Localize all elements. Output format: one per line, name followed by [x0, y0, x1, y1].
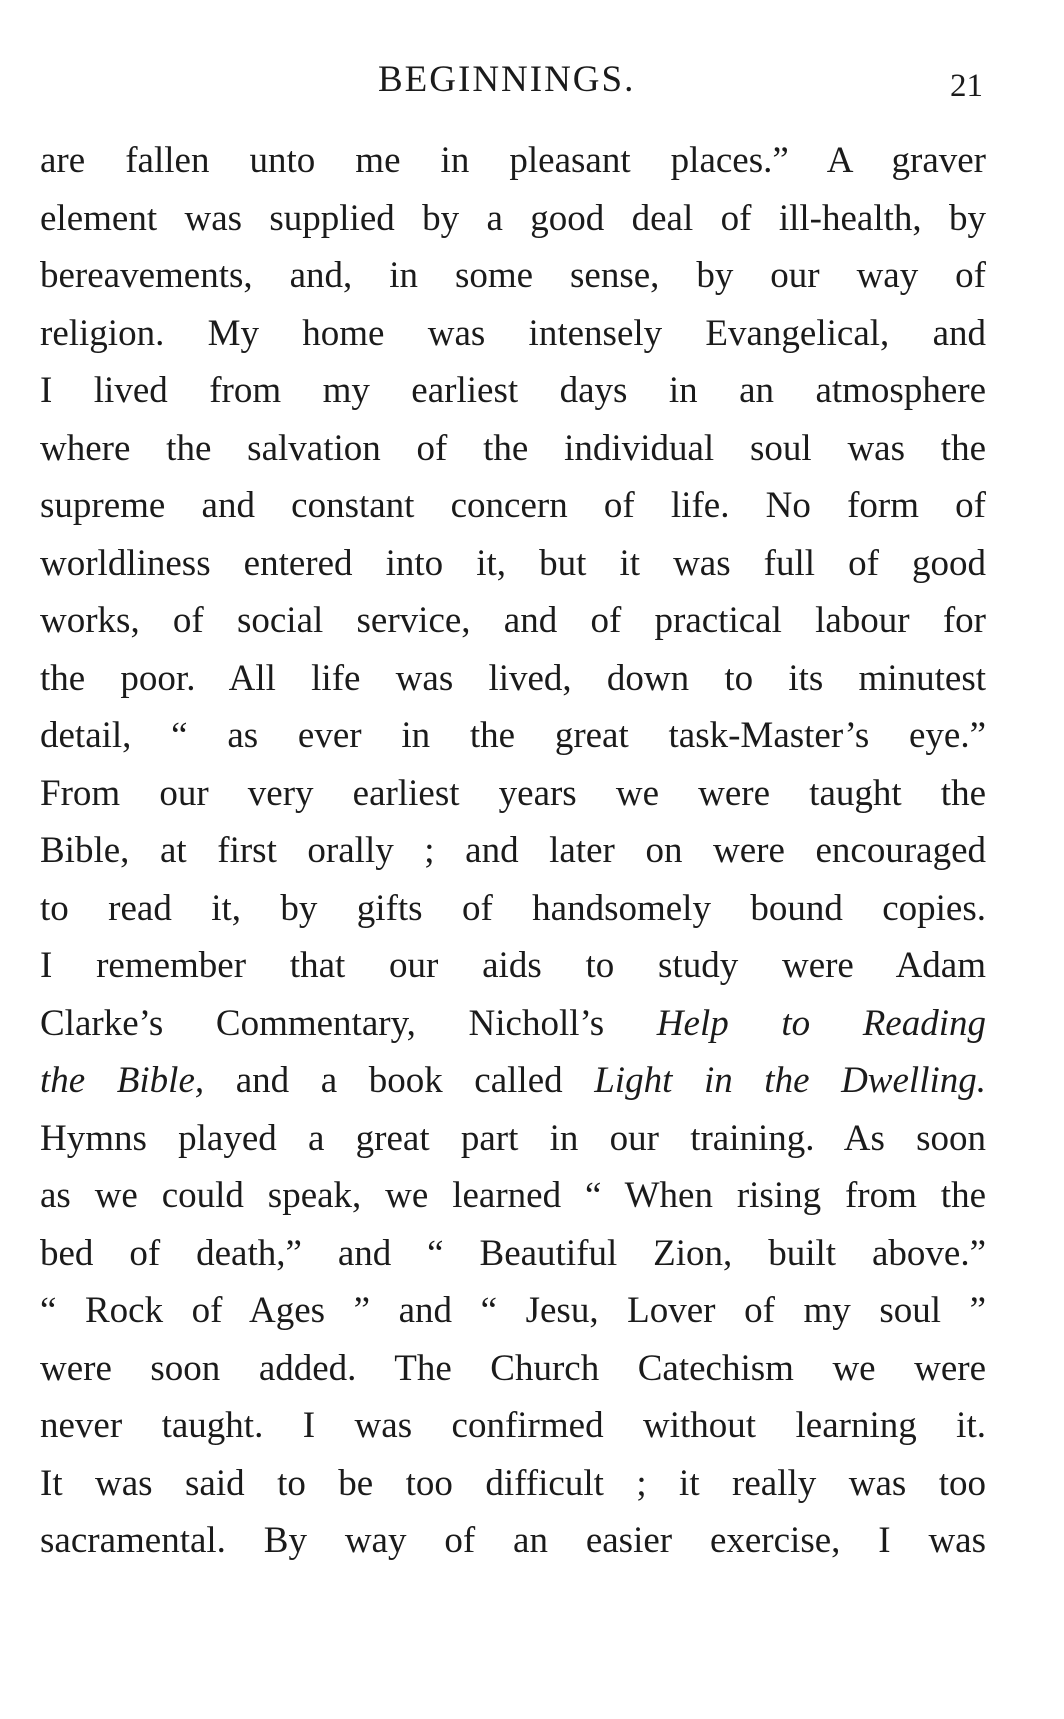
running-title: BEGINNINGS. [378, 59, 636, 100]
text-line: works, of social service, and of practical labour for [40, 600, 986, 641]
text-line: to read it, by gifts of handsomely bound copies. [40, 887, 986, 929]
text-line: worldliness entered into it, but it was full of good [40, 542, 986, 584]
text-line: Bible, at first orally ; and later on were encouraged [40, 830, 986, 871]
text-line: as we could speak, we learned “ When rising from the [40, 1175, 986, 1216]
text-line: never taught. I was confirmed without learning it. [40, 1405, 986, 1446]
text-line: Hymns played a great part in our training. As soon [40, 1117, 986, 1159]
text-line-with-italic [40, 995, 986, 1053]
running-header [0, 58, 1064, 108]
text-line: sacramental. By way of an easier exercise, I was [40, 1520, 986, 1561]
text-line: “ Rock of Ages ” and “ Jesu, Lover of my soul ” [40, 1290, 986, 1331]
text-line-with-italic [40, 1052, 986, 1110]
text-segment: Clarke’s Commentary, Nicholl’s [40, 1002, 657, 1044]
text-line: detail, “ as ever in the great task-Master’s eye.” [40, 715, 986, 756]
text-line: supreme and constant concern of life. No form of [40, 485, 986, 526]
text-line: bereavements, and, in some sense, by our way of [40, 255, 986, 296]
text-segment: and a book called [204, 1060, 595, 1101]
text-line: I remember that our aids to study were Adam [40, 945, 986, 986]
text-line: were soon added. The Church Catechism we were [40, 1347, 986, 1389]
text-line: element was supplied by a good deal of ill-health, by [40, 197, 986, 239]
text-line: religion. My home was intensely Evangelical, and [40, 312, 986, 354]
page-number: 21 [950, 68, 983, 104]
text-line: I lived from my earliest days in an atmosphere [40, 370, 986, 411]
text-line: From our very earliest years we were taught the [40, 772, 986, 814]
body-text [40, 132, 986, 1570]
text-line: the poor. All life was lived, down to its minutest [40, 657, 986, 699]
italic-title: Light in the Dwelling. [594, 1060, 986, 1101]
italic-title: Help to Reading [656, 1002, 986, 1044]
text-line: bed of death,” and “ Beautiful Zion, built above.” [40, 1232, 986, 1274]
text-line: where the salvation of the individual soul was the [40, 427, 986, 469]
text-line: are fallen unto me in pleasant places.” A graver [40, 140, 986, 181]
text-line: It was said to be too difficult ; it really was too [40, 1462, 986, 1504]
italic-title: the Bible, [40, 1060, 205, 1101]
